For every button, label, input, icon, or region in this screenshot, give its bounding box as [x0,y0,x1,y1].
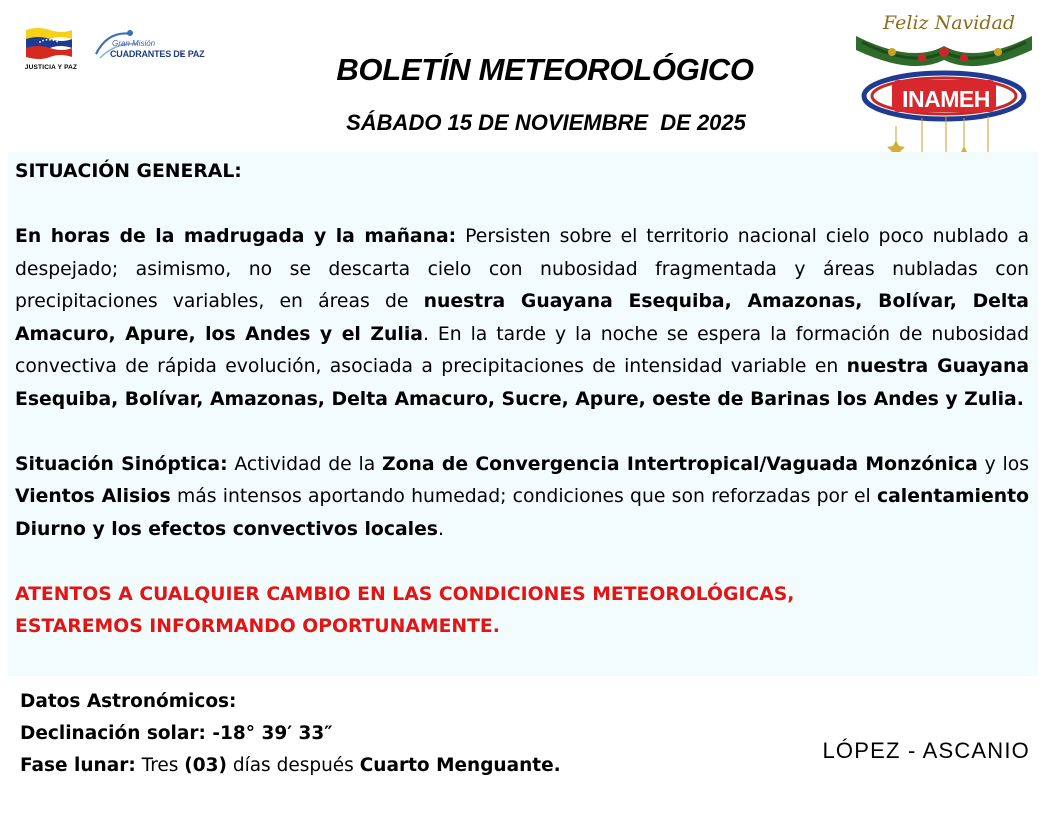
forecast-lead: En horas de la madrugada y la mañana: [15,226,457,247]
solar-declination: Declinación solar: -18° 39′ 33″ [20,723,333,744]
moon-phase [20,750,660,782]
moon-phase-text-1: Tres [135,755,185,776]
synoptic-paragraph [15,449,1029,547]
alert-line-1: ATENTOS A CUALQUIER CAMBIO EN LAS CONDICIONES METEOROLÓGICAS, [15,583,795,605]
forecast-regions-evening: nuestra Guayana Esequiba, Bolívar, Amazonas, Delta Amacuro, Sucre, Apure, oeste de Barinas los Andes y Zulia. [15,356,1029,410]
general-situation-content [15,156,1029,644]
venezuela-flag-icon [24,26,74,60]
moon-phase-label: Fase lunar: [20,755,136,776]
bulletin-date: SÁBADO 15 DE NOVIEMBRE DE 2025 [346,110,746,135]
forecast-text-2: . En la tarde y la noche se espera la formación de nubosidad convectiva de rápida evolución, asociada a precipitaciones de intensidad variable en [15,323,1029,377]
synoptic-trade-winds: Vientos Alisios [15,486,171,507]
feliz-navidad-text: Feliz Navidad [882,12,1015,34]
left-logos [20,24,205,80]
synoptic-heating: calentamiento Diurno y los efectos convectivos locales [15,486,1029,540]
gran-mision-line2: CUADRANTES DE PAZ [110,49,205,59]
bulletin-title: BOLETÍN METEOROLÓGICO [336,52,754,87]
astronomical-data [20,686,660,782]
gran-mision-logo [86,24,205,70]
synoptic-text-3: más intensos aportando humedad; condiciones que son reforzadas por el [170,486,877,507]
forecast-regions-morning: nuestra Guayana Esequiba, Amazonas, Bolívar, Delta Amacuro, Apure, los Andes y el Zulia [15,291,1029,345]
inameh-logo-text: INAMEH [902,86,990,112]
synoptic-text-1: Actividad de la [227,453,382,475]
synoptic-itcz: Zona de Convergencia Intertropical/Vaguada Monzónica [381,453,978,475]
moon-phase-name: Cuarto Menguante. [359,755,561,776]
alert-line-2: ESTAREMOS INFORMANDO OPORTUNAMENTE. [15,616,500,637]
forecast-paragraph [15,221,1029,416]
astronomical-heading: Datos Astronómicos: [20,691,237,712]
synoptic-text-4: . [438,518,444,540]
author-signature: LÓPEZ - ASCANIO [822,738,1030,763]
general-situation-heading: SITUACIÓN GENERAL: [15,161,242,182]
gran-mision-line1: Gran Misión [112,39,156,48]
moon-phase-text-2: días después [226,755,360,776]
synoptic-lead: Situación Sinóptica: [15,453,228,475]
justicia-y-paz-label: JUSTICIA Y PAZ [24,64,78,71]
synoptic-text-2: y los [977,453,1029,475]
moon-phase-days: (03) [184,755,227,776]
forecast-text-1: Persisten sobre el territorio nacional cielo poco nublado a despejado; asimismo, no se descarta cielo con nubosidad fragmentada y áreas nubladas con precipitaciones variables, en áreas de [15,226,1029,312]
